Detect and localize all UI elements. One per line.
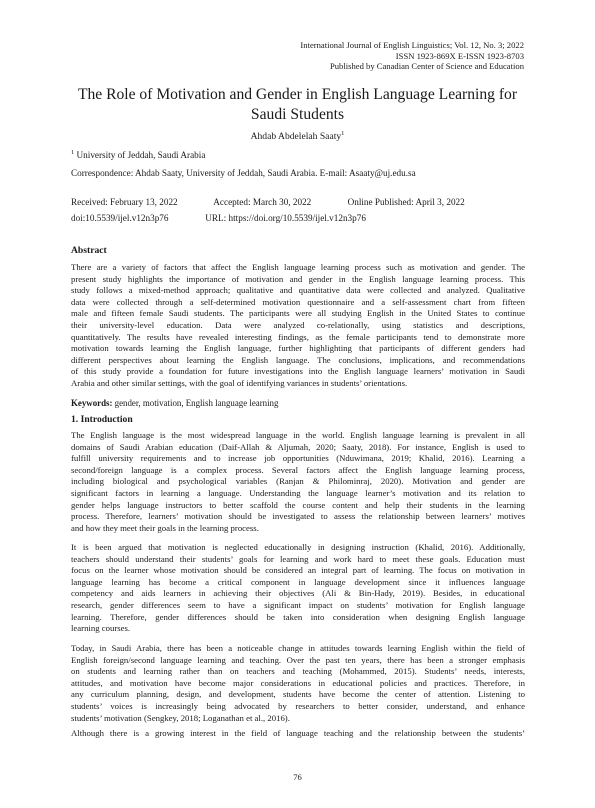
abstract-line: present study highlights the importance of motivation and gender in the English language learning process. This bbox=[71, 273, 525, 284]
affiliation-marker: 1 bbox=[71, 148, 75, 156]
paragraph-line: The English language is the most widespread language in the world. English language learning is prevalent in all bbox=[71, 430, 525, 440]
paragraph-line: including biological and psychological variables (Ranjan & Philominraj, 2020). Motivation and gender are bbox=[71, 476, 525, 487]
abstract-line: quantitatively. The results have revealed interesting findings, as the female participants tend to demonstrate more bbox=[71, 331, 525, 342]
correspondence: Correspondence: Ahdab Saaty, University of Jeddah, Saudi Arabia. E-mail: Asaaty@uj.edu.sa bbox=[71, 168, 416, 178]
paragraph-line: fulfill university requirements and to increase job opportunities (Nduwimana, 2019; Khalid, 2016). Learning a bbox=[71, 453, 525, 464]
affiliation-text: University of Jeddah, Saudi Arabia bbox=[76, 150, 206, 160]
paragraph-line: on students and learning rather than on teachers and teaching (Mohammed, 2015). Students’ needs, interests, bbox=[71, 666, 525, 677]
keywords-text: gender, motivation, English language learning bbox=[112, 398, 279, 408]
abstract-line: Arabia and other similar settings, with the goal of identifying variances in students’ orientations. bbox=[71, 377, 408, 388]
paragraph-line: attitudes, and motivation have become major considerations in educational policies and practices. Therefore, in bbox=[71, 677, 525, 688]
published-date: Online Published: April 3, 2022 bbox=[347, 197, 465, 207]
page-number: 76 bbox=[293, 772, 302, 782]
abstract-line: data were collected through a self-determined motivation questionnaire and a self-assessment chart from fifteen bbox=[71, 296, 525, 307]
paragraph-line: focus on the learner whose motivation should be considered an integral part of learning. The focus on motivation in bbox=[71, 565, 525, 576]
doi-line bbox=[71, 213, 366, 223]
paragraph-line: Today, in Saudi Arabia, there has been a noticeable change in attitudes towards learning English within the field of bbox=[71, 643, 525, 653]
paragraph-line: learning. Therefore, gender differences should be taken into consideration when designing English language bbox=[71, 611, 525, 622]
journal-publisher: Published by Canadian Center of Science and Education bbox=[329, 61, 524, 72]
abstract-line: male and fifteen female Saudi students. The participants were all studying English in the United States to continue bbox=[71, 308, 525, 319]
publication-dates bbox=[71, 197, 465, 207]
paragraph-line: domains of Saudi Arabian education (Daif-Allah & Aljumah, 2020; Saaty, 2018). For instance, English is used to bbox=[71, 441, 525, 452]
paragraph-line: gender helps language instructors to better scaffold the course content and help their students in the learning bbox=[71, 499, 525, 510]
paragraph-line: second/foreign language is a complex process. Several factors affect the English language learning process, bbox=[71, 464, 525, 475]
author-name: Ahdab Abdelelah Saaty bbox=[250, 131, 342, 142]
paragraph-line: competency and aids learners in achieving their objectives (Ali & Bin-Hady, 2019). Besides, in educational bbox=[71, 588, 525, 599]
journal-issn: ISSN 1923-869X E-ISSN 1923-8703 bbox=[395, 50, 524, 61]
intro-paragraph bbox=[71, 542, 525, 635]
abstract-line: study follows a mixed-method approach; qualitative and quantitative data were collected and analyzed. Qualitative bbox=[71, 285, 525, 296]
keywords-label: Keywords: bbox=[71, 398, 113, 408]
paragraph-line: and how they meet their goals in the learning process. bbox=[71, 522, 259, 533]
doi-text: doi:10.5539/ijel.v12n3p76 bbox=[71, 213, 169, 223]
abstract-line: their university-level education. Data were analyzed co-relationally, using statistics and descriptions, bbox=[71, 319, 525, 330]
received-date: Received: February 13, 2022 bbox=[71, 197, 178, 207]
paragraph-line: language learning has become a critical component in language development since it influences language bbox=[71, 576, 525, 587]
paragraph-line: It is been argued that motivation is neglected educationally in designing instruction (Khalid, 2016). Additionally, bbox=[71, 542, 525, 552]
affiliation bbox=[71, 150, 205, 160]
abstract-line: of this study provide a foundation for future investigations into the English language learners’ motivation in Saudi bbox=[71, 366, 525, 377]
paper-title-line: The Role of Motivation and Gender in English Language Learning for bbox=[77, 86, 518, 103]
intro-paragraph bbox=[71, 430, 525, 534]
paragraph-line: students’ voices is increasingly being advocated by researchers to better consider, understand, and enhance bbox=[71, 700, 525, 711]
keywords bbox=[71, 398, 278, 408]
accepted-date: Accepted: March 30, 2022 bbox=[213, 197, 312, 207]
paper-title-line: Saudi Students bbox=[250, 106, 345, 123]
paragraph-line: Although there is a growing interest in the field of language teaching and the relationship between the students’ bbox=[71, 728, 525, 738]
abstract-line: different perspectives about learning the English language. The conclusions, implications, and recommendations bbox=[71, 354, 525, 365]
paragraph-line: research, gender differences seem to have a significant impact on students’ motivation for English language bbox=[71, 599, 525, 610]
abstract-heading: Abstract bbox=[71, 245, 107, 256]
doi-url[interactable]: URL: https://doi.org/10.5539/ijel.v12n3p76 bbox=[205, 213, 366, 223]
paper-title bbox=[60, 85, 535, 125]
introduction-heading: 1. Introduction bbox=[71, 414, 133, 425]
paragraph-line: teachers should understand their students’ goals for learning and work hard to meet these goals. Education must bbox=[71, 553, 525, 564]
paragraph-line: significant factors in learning a language. Understanding the language learner’s motivation and its relation to bbox=[71, 487, 525, 498]
abstract-line: motivation towards learning the English language, further highlighting that participants of different genders had bbox=[71, 343, 525, 354]
journal-header bbox=[300, 40, 524, 72]
paragraph-line: any curriculum planning, design, and development, students have become the center of attention. Listening to bbox=[71, 689, 525, 700]
author-affiliation-marker: 1 bbox=[341, 129, 345, 137]
abstract-body bbox=[71, 262, 525, 390]
abstract-line: There are a variety of factors that affect the English language learning process such as motivation and gender. The bbox=[71, 262, 525, 272]
paragraph-line: English foreign/second language learning and teaching. Over the past ten years, there has been a stronger emphasis bbox=[71, 654, 525, 665]
intro-paragraph bbox=[71, 643, 525, 724]
journal-citation: International Journal of English Linguistics; Vol. 12, No. 3; 2022 bbox=[300, 40, 524, 50]
paragraph-line: learning courses. bbox=[71, 623, 131, 634]
paragraph-line: students’ motivation (Sengkey, 2018; Loganathan et al., 2016). bbox=[71, 712, 290, 723]
author-line bbox=[0, 131, 595, 142]
paragraph-line: process. Therefore, learners’ motivation should be investigated to assess the relationship between learners’ motives bbox=[71, 511, 525, 522]
intro-paragraph bbox=[71, 728, 525, 740]
